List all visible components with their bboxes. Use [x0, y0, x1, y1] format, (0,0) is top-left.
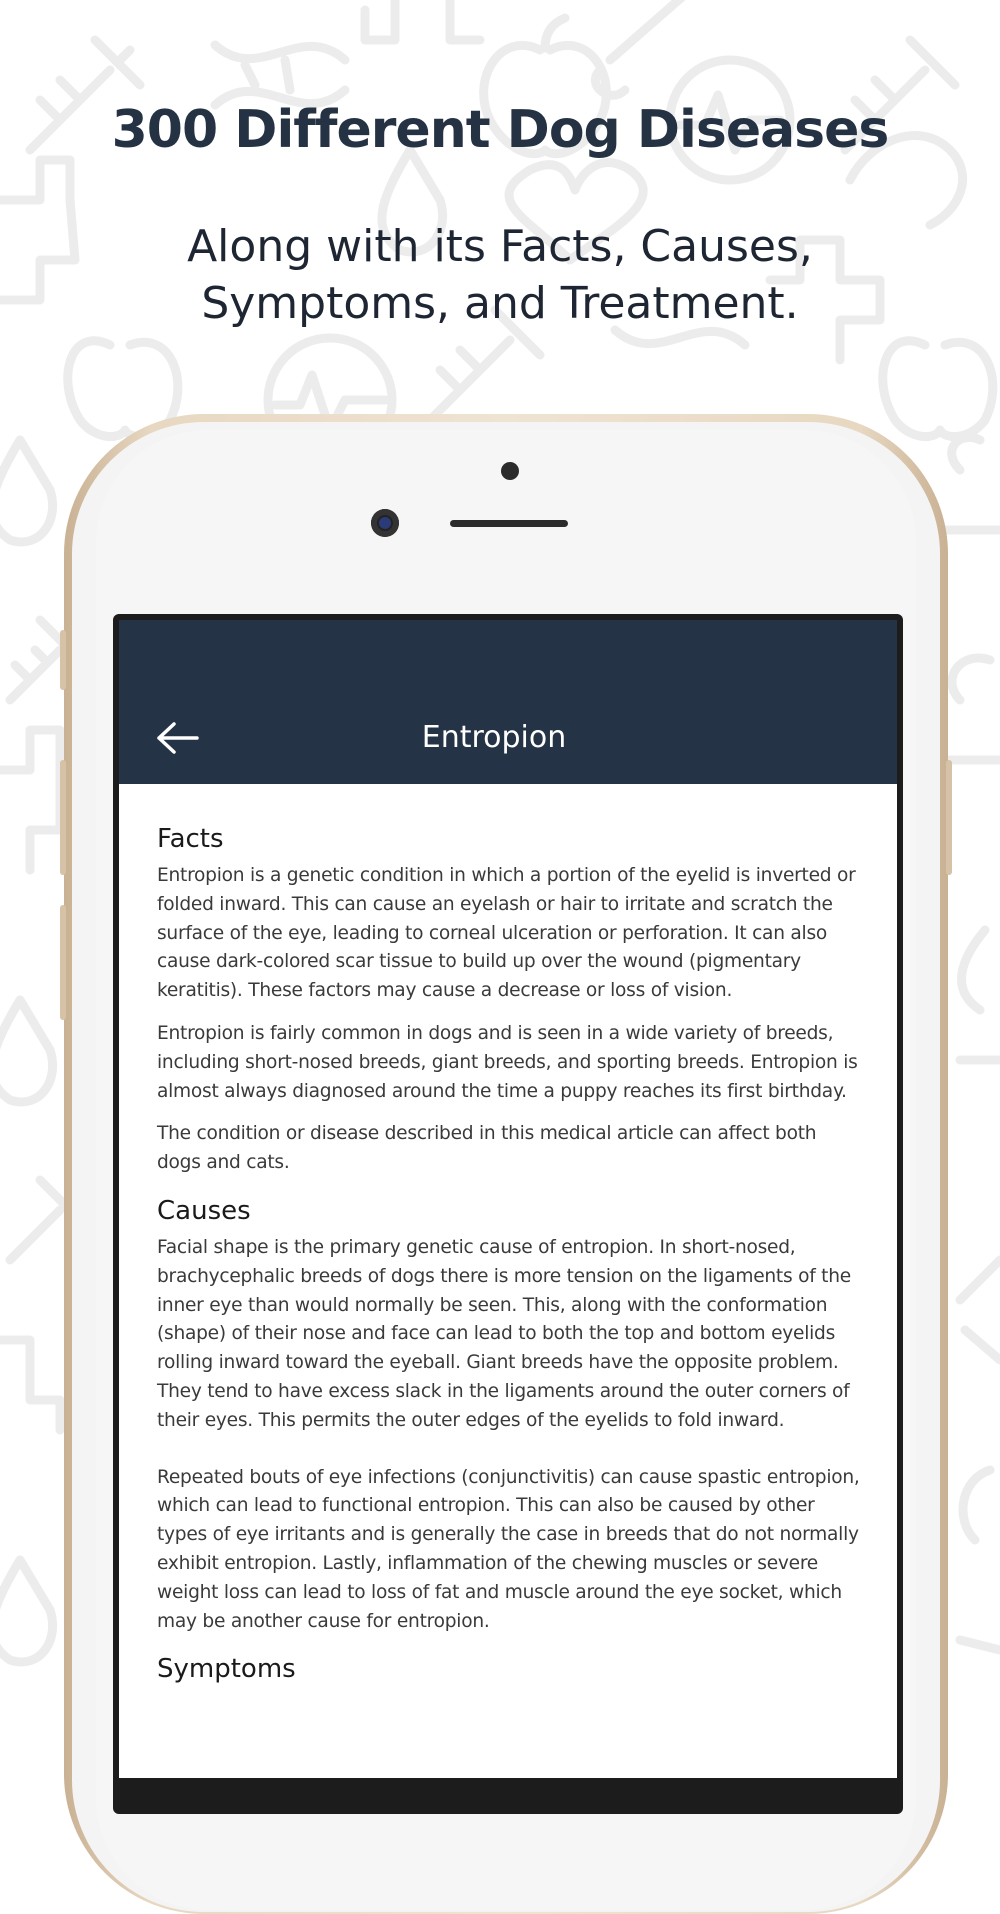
promo-subheadline: Along with its Facts, Causes, Symptoms, and Treatment.	[187, 221, 813, 329]
causes-paragraph: Repeated bouts of eye infections (conjunctivitis) can cause spastic entropion, which can lead to functional entropion. This can also be caused by other types of eye irritants and is generally the case in breeds that do not normally exhibit entropion. Lastly, inflammation of the chewing muscles or severe weight loss can lead to loss of fat and muscle around the eye socket, which may be another cause for entropion.	[157, 1466, 860, 1632]
heart-icon	[960, 1470, 1000, 1650]
section-title-symptoms: Symptoms	[157, 1654, 296, 1685]
earpiece-speaker	[450, 520, 568, 527]
phone-side-button	[60, 905, 66, 1020]
article-content[interactable]	[119, 784, 897, 1778]
syringe-icon	[960, 1260, 1000, 1360]
page-title: Entropion	[421, 720, 567, 755]
apple-icon	[883, 341, 993, 437]
article-body	[157, 822, 863, 1692]
dna-icon	[215, 45, 345, 105]
phone-side-button	[60, 630, 66, 690]
phone-side-button	[60, 760, 66, 875]
droplet-icon	[0, 440, 53, 542]
medical-cross-icon	[365, 0, 480, 40]
heart-icon	[945, 437, 1000, 530]
droplet-icon	[0, 1560, 53, 1662]
facts-paragraph: Entropion is fairly common in dogs and is seen in a wide variety of breeds, including short-nosed breeds, giant breeds, and sporting breeds. Entropion is almost always diagnosed around the time a puppy reaches its first birthday.	[157, 1022, 858, 1102]
dna-icon	[615, 330, 745, 345]
medical-cross-icon	[0, 160, 75, 300]
proximity-sensor	[501, 462, 519, 480]
droplet-icon	[0, 1000, 53, 1102]
causes-paragraph: Facial shape is the primary genetic cause of entropion. In short-nosed, brachycephalic breeds of dogs there is more tension on the ligaments of the inner eye than would normally be seen. This, along with the conformation (shape) of their nose and face can lead to both the top and bottom eyelids rolling inward toward the eyeball. Giant breeds have the opposite problem. They tend to have excess slack in the ligaments around the outer corners of their eyes. This permits the outer edges of the eyelids to fold inward.	[157, 1236, 851, 1431]
app-header	[119, 620, 897, 784]
facts-paragraph: Entropion is a genetic condition in which a portion of the eyelid is inverted or folded inward. This can cause an eyelash or hair to irritate and scratch the surface of the eye, leading to corneal ulceration or perforation. It can also cause dark-colored scar tissue to build up over the wound (pigmentary keratitis). These factors may cause a decrease or loss of vision.	[157, 865, 856, 1002]
syringe-icon	[10, 1180, 70, 1260]
phone-side-button	[946, 760, 952, 875]
droplet-icon	[960, 930, 1000, 1060]
heart-icon	[950, 658, 1000, 760]
medical-cross-icon	[0, 730, 60, 870]
promo-headline: 300 Different Dog Diseases	[111, 100, 889, 160]
front-camera-icon	[371, 509, 399, 537]
section-title-facts: Facts	[157, 824, 224, 854]
facts-paragraph: The condition or disease described in this medical article can affect both dogs and cats.	[157, 1123, 817, 1174]
medical-cross-icon	[0, 1340, 60, 1430]
section-title-causes: Causes	[157, 1195, 251, 1226]
